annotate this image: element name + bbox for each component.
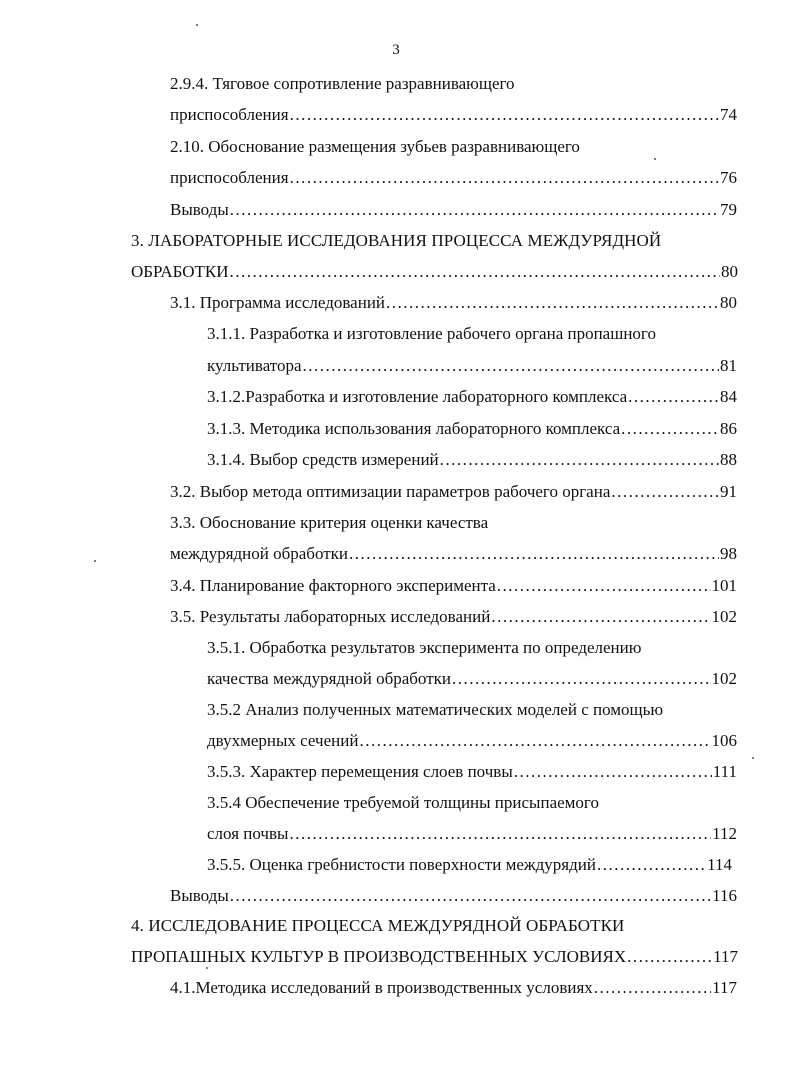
- scan-speck: [196, 24, 198, 26]
- toc-entry-title-cont: качества междурядной обработки: [207, 669, 451, 688]
- toc-page-number: 114: [707, 855, 732, 874]
- leader-dots: [627, 946, 712, 968]
- toc-entry-number: 3.5.4: [207, 793, 241, 812]
- leader-dots: [594, 977, 711, 999]
- toc-entry-4-1: [170, 977, 737, 999]
- leader-dots: [230, 885, 711, 907]
- toc-entry-3-1-4: [207, 449, 737, 471]
- leader-dots: [349, 543, 719, 565]
- toc-entry-2-9-4-line-2: [170, 104, 737, 126]
- toc-entry-title-cont: ПРОПАШНЫХ КУЛЬТУР В ПРОИЗВОДСТВЕННЫХ УСЛОВИЯХ: [131, 947, 627, 966]
- toc-page-number: 74: [720, 105, 737, 124]
- toc-page-number: 116: [712, 886, 737, 905]
- toc-entry-title-cont: ОБРАБОТКИ: [131, 262, 229, 281]
- toc-entry-3-5-3: [207, 761, 737, 783]
- leader-dots: [303, 355, 719, 377]
- toc-page-number: 102: [711, 607, 737, 626]
- toc-entry-conclusions-2: [170, 199, 737, 221]
- toc-page-number: 112: [712, 824, 737, 843]
- scan-speck: [752, 757, 754, 759]
- leader-dots: [452, 668, 711, 690]
- toc-entry-title-cont: двухмерных сечений: [207, 731, 359, 750]
- toc-entry-title: Обоснование критерия оценки качества: [199, 513, 489, 532]
- toc-entry-title: Тяговое сопротивление разравнивающего: [212, 74, 515, 93]
- toc-entry-number: 4.: [131, 916, 144, 935]
- leader-dots: [514, 761, 712, 783]
- toc-entry-title: 3.5.5. Оценка гребнистости поверхности междурядий: [207, 855, 596, 874]
- toc-entry-4-line-2: [131, 946, 738, 968]
- toc-entry-title-cont: приспособления: [170, 168, 289, 187]
- toc-entry-title: ИССЛЕДОВАНИЕ ПРОЦЕССА МЕЖДУРЯДНОЙ ОБРАБОТКИ: [148, 916, 625, 935]
- leader-dots: [611, 481, 719, 503]
- scan-speck: [654, 158, 656, 160]
- toc-entry-3-1: [170, 292, 737, 314]
- toc-page-number: 111: [712, 762, 737, 781]
- scan-speck: [206, 967, 208, 969]
- toc-entry-3-line-2: [131, 261, 738, 283]
- toc-entry-number: 3.1.1.: [207, 324, 246, 343]
- toc-entry-title: Анализ полученных математических моделей с помощью: [245, 700, 664, 719]
- toc-entry-number: 2.10.: [170, 137, 204, 156]
- toc-entry-3-5-2-line-1: [207, 699, 663, 721]
- leader-dots: [597, 854, 706, 876]
- toc-entry-title: 3.2. Выбор метода оптимизации параметров рабочего органа: [170, 482, 611, 501]
- toc-page-number: 91: [720, 482, 737, 501]
- toc-entry-title: 3.1.4. Выбор средств измерений: [207, 450, 439, 469]
- toc-entry-4-line-1: [131, 915, 624, 937]
- toc-entry-3-4: [170, 575, 737, 597]
- toc-page-number: 80: [720, 293, 737, 312]
- toc-entry-3-3-line-1: [170, 512, 488, 534]
- leader-dots: [289, 823, 711, 845]
- toc-entry-title: 3.5. Результаты лабораторных исследований: [170, 607, 491, 626]
- leader-dots: [491, 606, 710, 628]
- toc-page-number: 117: [713, 947, 738, 966]
- toc-entry-title: 3.1.3. Методика использования лабораторного комплекса: [207, 419, 621, 438]
- toc-entry-title: 3.1. Программа исследований: [170, 293, 386, 312]
- toc-entry-number: 3.3.: [170, 513, 196, 532]
- toc-entry-title: Обоснование размещения зубьев разравнивающего: [208, 137, 580, 156]
- toc-entry-3-5-4-line-2: [207, 823, 737, 845]
- toc-page-number: 117: [712, 978, 737, 997]
- toc-entry-title: Разработка и изготовление рабочего органа пропашного: [249, 324, 656, 343]
- toc-page-number: 106: [711, 731, 737, 750]
- toc-page-number: 76: [720, 168, 737, 187]
- toc-page-number: 102: [711, 669, 737, 688]
- toc-entry-2-10-line-2: [170, 167, 737, 189]
- leader-dots: [359, 730, 710, 752]
- toc-page-number: 98: [720, 544, 737, 563]
- toc-page-number: 81: [720, 356, 737, 375]
- toc-entry-title: Выводы: [170, 886, 229, 905]
- toc-page-number: 86: [720, 419, 737, 438]
- toc-entry-title: 3.1.2.Разработка и изготовление лабораторного комплекса: [207, 387, 628, 406]
- toc-entry-conclusions-3: [170, 885, 737, 907]
- toc-entry-title: ЛАБОРАТОРНЫЕ ИССЛЕДОВАНИЯ ПРОЦЕССА МЕЖДУРЯДНОЙ: [148, 231, 662, 250]
- toc-entry-3-3-line-2: [170, 543, 737, 565]
- toc-entry-title: 4.1.Методика исследований в производственных условиях: [170, 978, 593, 997]
- scan-speck: [94, 560, 96, 562]
- toc-entry-3-5-1-line-1: [207, 637, 641, 659]
- toc-entry-3-1-3: [207, 418, 737, 440]
- toc-entry-3-1-1-line-1: [207, 323, 656, 345]
- toc-entry-3-1-2: [207, 386, 737, 408]
- leader-dots: [621, 418, 719, 440]
- toc-entry-title-cont: культиватора: [207, 356, 302, 375]
- toc-entry-number: 2.9.4.: [170, 74, 209, 93]
- toc-entry-title-cont: приспособления: [170, 105, 289, 124]
- page-number: 3: [392, 42, 400, 58]
- leader-dots: [440, 449, 719, 471]
- toc-entry-number: 3.: [131, 231, 144, 250]
- leader-dots: [628, 386, 719, 408]
- toc-entry-3-5-1-line-2: [207, 668, 737, 690]
- leader-dots: [290, 167, 719, 189]
- toc-entry-2-10-line-1: [170, 136, 580, 158]
- toc-entry-3-1-1-line-2: [207, 355, 737, 377]
- toc-entry-3-5-4-line-1: [207, 792, 599, 814]
- toc-entry-title: Выводы: [170, 200, 229, 219]
- toc-entry-3-line-1: [131, 230, 661, 252]
- toc-entry-3-5-2-line-2: [207, 730, 737, 752]
- toc-entry-3-2: [170, 481, 737, 503]
- toc-entry-title: 3.5.3. Характер перемещения слоев почвы: [207, 762, 513, 781]
- toc-entry-title: 3.4. Планирование факторного эксперимента: [170, 576, 496, 595]
- toc-entry-3-5: [170, 606, 737, 628]
- toc-page-number: 79: [720, 200, 737, 219]
- leader-dots: [230, 261, 720, 283]
- toc-page-number: 84: [720, 387, 737, 406]
- toc-entry-number: 3.5.2: [207, 700, 241, 719]
- toc-entry-title-cont: слоя почвы: [207, 824, 289, 843]
- toc-entry-3-5-5: [207, 854, 732, 876]
- leader-dots: [290, 104, 719, 126]
- toc-entry-number: 3.5.1.: [207, 638, 246, 657]
- leader-dots: [497, 575, 711, 597]
- toc-page-number: 80: [721, 262, 738, 281]
- toc-entry-2-9-4-line-1: [170, 73, 515, 95]
- toc-entry-title: Обеспечение требуемой толщины присыпаемого: [245, 793, 599, 812]
- toc-page-number: 101: [711, 576, 737, 595]
- leader-dots: [386, 292, 719, 314]
- toc-page-number: 88: [720, 450, 737, 469]
- leader-dots: [230, 199, 719, 221]
- toc-entry-title-cont: междурядной обработки: [170, 544, 349, 563]
- toc-entry-title: Обработка результатов эксперимента по определению: [249, 638, 642, 657]
